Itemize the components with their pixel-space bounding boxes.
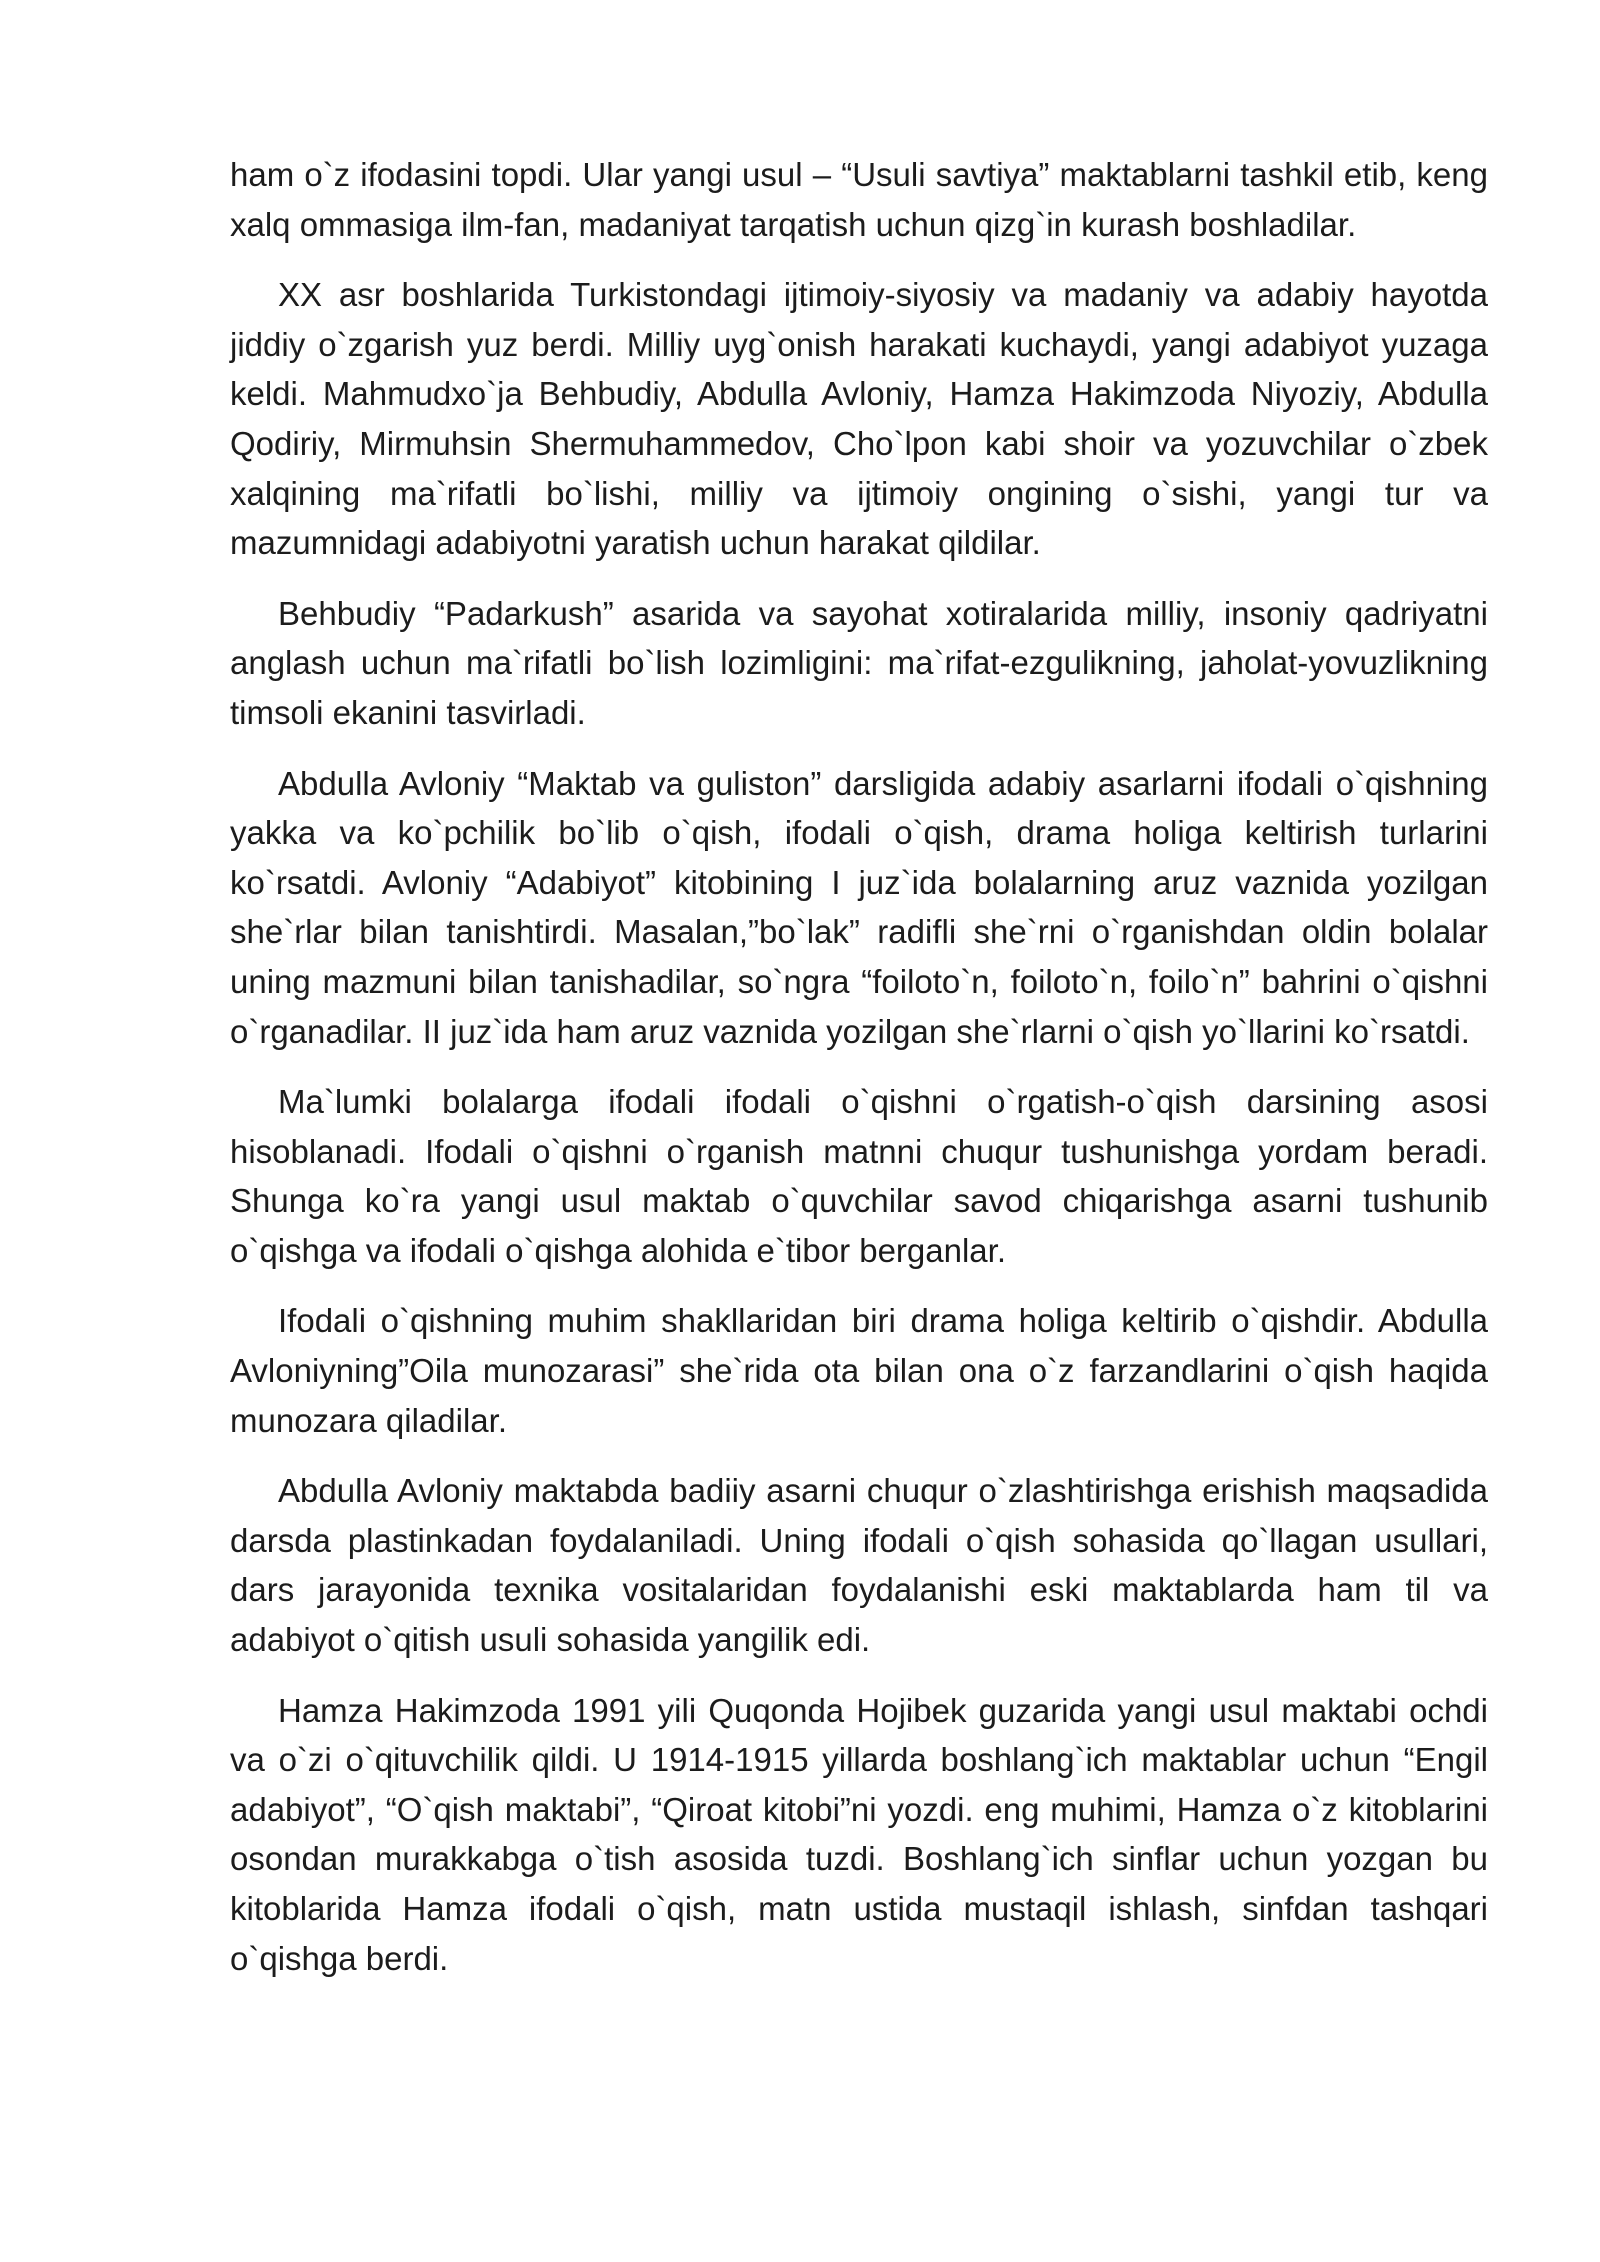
paragraph-5: Ma`lumki bolalarga ifodali ifodali o`qishni o`rgatish-o`qish darsining asosi hisoblanadi. Ifodali o`qishni o`rganish matnni chuqur tushunishga yordam beradi. Shunga ko`ra yangi usul maktab o`quvchilar savod chiqarishga asarni tushunib o`qishga va ifodali o`qishga alohida e`tibor berganlar. [230, 1083, 1488, 1269]
paragraph-1: ham o`z ifodasini topdi. Ular yangi usul – “Usuli savtiya” maktablarni tashkil etib, keng xalq ommasiga ilm-fan, madaniyat tarqatish uchun qizg`in kurash boshladilar. [230, 156, 1488, 243]
paragraph-2: XX asr boshlarida Turkistondagi ijtimoiy-siyosiy va madaniy va adabiy hayotda jiddiy o`zgarish yuz berdi. Milliy uyg`onish harakati kuchaydi, yangi adabiyot yuzaga keldi. Mahmudxo`ja Behbudiy, Abdulla Avloniy, Hamza Hakimzoda Niyoziy, Abdulla Qodiriy, Mirmuhsin Shermuhammedov, Cho`lpon kabi shoir va yozuvchilar o`zbek xalqining ma`rifatli bo`lishi, milliy va ijtimoiy ongining o`sishi, yangi tur va mazumnidagi adabiyotni yaratish uchun harakat qildilar. [230, 276, 1488, 562]
document-body [230, 150, 1488, 2004]
paragraph-7: Abdulla Avloniy maktabda badiiy asarni chuqur o`zlashtirishga erishish maqsadida darsda plastinkadan foydalaniladi. Uning ifodali o`qish sohasida qo`llagan usullari, dars jarayonida texnika vositalaridan foydalanishi eski maktablarda ham til va adabiyot o`qitish usuli sohasida yangilik edi. [230, 1472, 1488, 1659]
paragraph-3: Behbudiy “Padarkush” asarida va sayohat xotiralarida milliy, insoniy qadriyatni anglash uchun ma`rifatli bo`lish lozimligini: ma`rifat-ezgulikning, jaholat-yovuzlikning timsoli ekanini tasvirladi. [230, 594, 1488, 731]
paragraph-6: Ifodali o`qishning muhim shakllaridan biri drama holiga keltirib o`qishdir. Abdulla Avloniyning”Oila munozarasi” she`rida ota bilan ona o`z farzandlarini o`qish haqida munozara qiladilar. [230, 1302, 1488, 1439]
paragraph-8: Hamza Hakimzoda 1991 yili Quqonda Hojibek guzarida yangi usul maktabi ochdi va o`zi o`qituvchilik qildi. U 1914-1915 yillarda boshlang`ich maktablar uchun “Engil adabiyot”, “O`qish maktabi”, “Qiroat kitobi”ni yozdi. eng muhimi, Hamza o`z kitoblarini osondan murakkabga o`tish asosida tuzdi. Boshlang`ich sinflar uchun yozgan bu kitoblarida Hamza ifodali o`qish, matn ustida mustaqil ishlash, sinfdan tashqari o`qishga berdi. [230, 1691, 1488, 1977]
paragraph-4: Abdulla Avloniy “Maktab va guliston” darsligida adabiy asarlarni ifodali o`qishning yakka va ko`pchilik bo`lib o`qish, ifodali o`qish, drama holiga keltirish turlarini ko`rsatdi. Avloniy “Adabiyot” kitobining I juz`ida bolalarning aruz vaznida yozilgan she`rlar bilan tanishtirdi. Masalan,”bo`lak” radifli she`rni o`rganishdan oldin bolalar uning mazmuni bilan tanishadilar, so`ngra “foiloto`n, foiloto`n, foilo`n” bahrini o`qishni o`rganadilar. II juz`ida ham aruz vaznida yozilgan she`rlarni o`qish yo`llarini ko`rsatdi. [230, 764, 1488, 1050]
